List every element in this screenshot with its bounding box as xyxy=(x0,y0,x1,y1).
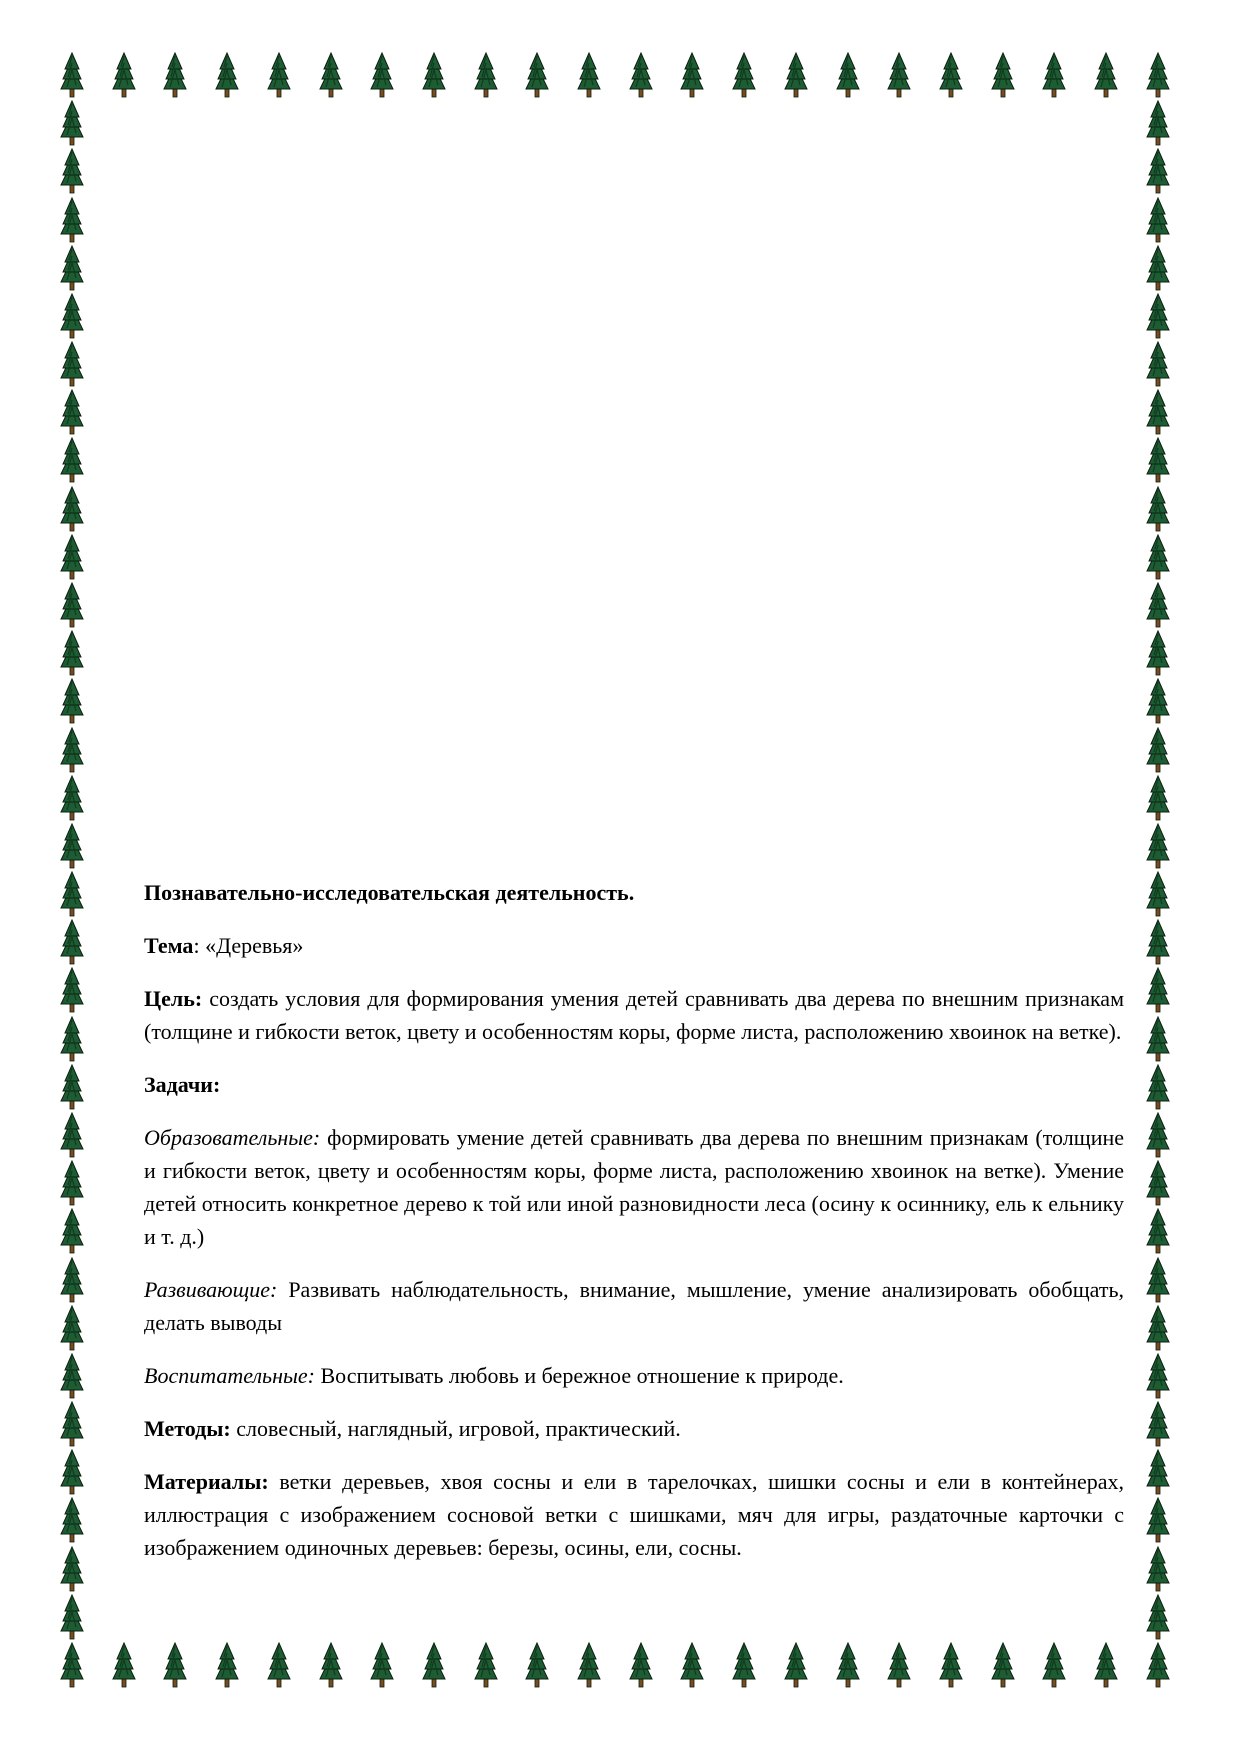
fir-tree-icon xyxy=(163,1642,187,1688)
materials-text: ветки деревьев, хвоя сосны и ели в тарелочках, шишки сосны и ели в контейнерах, иллюстрация с изображением сосновой ветки с шишками, мяч для игры, раздаточные карточки с изображением одиночных деревьев: березы, осины, ели, сосны. xyxy=(144,1469,1124,1560)
tasks-heading xyxy=(144,1068,1124,1101)
goal-label: Цель: xyxy=(144,986,203,1011)
fir-tree-icon xyxy=(732,52,756,98)
tasks-heading-text: Задачи: xyxy=(144,1072,221,1097)
fir-tree-icon xyxy=(60,582,84,628)
goal-paragraph xyxy=(144,982,1124,1048)
fir-tree-icon xyxy=(474,1642,498,1688)
fir-tree-icon xyxy=(939,1642,963,1688)
fir-tree-icon xyxy=(1146,871,1170,917)
fir-tree-icon xyxy=(887,1642,911,1688)
fir-tree-icon xyxy=(60,919,84,965)
fir-tree-icon xyxy=(60,1594,84,1640)
fir-tree-icon xyxy=(112,52,136,98)
fir-tree-icon xyxy=(60,823,84,869)
fir-tree-icon xyxy=(422,1642,446,1688)
fir-tree-icon xyxy=(60,148,84,194)
fir-tree-icon xyxy=(1146,1160,1170,1206)
fir-tree-icon xyxy=(525,1642,549,1688)
fir-tree-icon xyxy=(60,1449,84,1495)
fir-tree-icon xyxy=(1146,1064,1170,1110)
methods-text: словесный, наглядный, игровой, практический. xyxy=(230,1416,681,1441)
developing-paragraph xyxy=(144,1273,1124,1339)
fir-tree-icon xyxy=(60,534,84,580)
fir-tree-icon xyxy=(60,1401,84,1447)
fir-tree-icon xyxy=(163,52,187,98)
fir-tree-icon xyxy=(474,52,498,98)
fir-tree-icon xyxy=(319,1642,343,1688)
fir-tree-icon xyxy=(629,52,653,98)
fir-tree-icon xyxy=(60,1160,84,1206)
materials-paragraph xyxy=(144,1465,1124,1564)
fir-tree-icon xyxy=(1094,1642,1118,1688)
upbringing-text: Воспитывать любовь и бережное отношение к природе. xyxy=(314,1363,844,1388)
educational-label: Образовательные: xyxy=(144,1125,321,1150)
fir-tree-icon xyxy=(1146,823,1170,869)
fir-tree-icon xyxy=(60,1642,84,1688)
fir-tree-icon xyxy=(1146,967,1170,1013)
fir-tree-icon xyxy=(370,1642,394,1688)
fir-tree-icon xyxy=(60,1064,84,1110)
fir-tree-icon xyxy=(60,100,84,146)
topic-value: «Деревья» xyxy=(205,933,304,958)
fir-tree-icon xyxy=(60,197,84,243)
fir-tree-icon xyxy=(215,1642,239,1688)
fir-tree-icon xyxy=(732,1642,756,1688)
fir-tree-icon xyxy=(60,1305,84,1351)
methods-paragraph xyxy=(144,1412,1124,1445)
fir-tree-icon xyxy=(887,52,911,98)
fir-tree-icon xyxy=(1146,919,1170,965)
doc-heading xyxy=(144,876,1124,909)
fir-tree-icon xyxy=(836,1642,860,1688)
fir-tree-icon xyxy=(267,52,291,98)
fir-tree-icon xyxy=(1146,437,1170,483)
fir-tree-icon xyxy=(1146,1353,1170,1399)
materials-label: Материалы: xyxy=(144,1469,269,1494)
fir-tree-icon xyxy=(991,52,1015,98)
heading-text: Познавательно-исследовательская деятельность. xyxy=(144,880,635,905)
fir-tree-icon xyxy=(1146,1112,1170,1158)
fir-tree-icon xyxy=(1146,1642,1170,1688)
fir-tree-icon xyxy=(1146,1497,1170,1543)
fir-tree-icon xyxy=(1146,293,1170,339)
fir-tree-icon xyxy=(1146,100,1170,146)
fir-tree-icon xyxy=(60,1016,84,1062)
educational-text: формировать умение детей сравнивать два дерева по внешним признакам (толщине и гибкости веток, цвету и особенностям коры, форме листа, расположению хвоинок на ветке). Умение детей относить конкретное дерево к той или иной разновидности леса (осину к осиннику, ель к ельнику и т. д.) xyxy=(144,1125,1124,1249)
fir-tree-icon xyxy=(370,52,394,98)
fir-tree-icon xyxy=(1146,727,1170,773)
educational-paragraph xyxy=(144,1121,1124,1253)
fir-tree-icon xyxy=(1146,1305,1170,1351)
topic-line xyxy=(144,929,1124,962)
fir-tree-icon xyxy=(60,1497,84,1543)
topic-label: Тема xyxy=(144,933,194,958)
fir-tree-icon xyxy=(525,52,549,98)
fir-tree-icon xyxy=(1042,1642,1066,1688)
fir-tree-icon xyxy=(1146,534,1170,580)
fir-tree-icon xyxy=(1146,197,1170,243)
fir-tree-icon xyxy=(1146,775,1170,821)
fir-tree-icon xyxy=(1146,1208,1170,1254)
fir-tree-icon xyxy=(1146,1016,1170,1062)
fir-tree-icon xyxy=(60,1112,84,1158)
fir-tree-icon xyxy=(1146,245,1170,291)
fir-tree-icon xyxy=(112,1642,136,1688)
fir-tree-icon xyxy=(1146,486,1170,532)
fir-tree-icon xyxy=(836,52,860,98)
fir-tree-icon xyxy=(784,52,808,98)
fir-tree-icon xyxy=(1042,52,1066,98)
developing-label: Развивающие: xyxy=(144,1277,278,1302)
fir-tree-icon xyxy=(60,52,84,98)
fir-tree-icon xyxy=(1146,1401,1170,1447)
fir-tree-icon xyxy=(60,775,84,821)
developing-text: Развивать наблюдательность, внимание, мышление, умение анализировать обобщать, делать выводы xyxy=(144,1277,1124,1335)
fir-tree-icon xyxy=(680,1642,704,1688)
fir-tree-icon xyxy=(60,678,84,724)
fir-tree-icon xyxy=(60,245,84,291)
fir-tree-icon xyxy=(1146,52,1170,98)
fir-tree-icon xyxy=(1146,341,1170,387)
fir-tree-icon xyxy=(784,1642,808,1688)
fir-tree-icon xyxy=(60,389,84,435)
fir-tree-icon xyxy=(319,52,343,98)
fir-tree-icon xyxy=(1146,148,1170,194)
topic-colon: : xyxy=(193,933,206,958)
fir-tree-icon xyxy=(60,1353,84,1399)
fir-tree-icon xyxy=(60,437,84,483)
fir-tree-icon xyxy=(215,52,239,98)
fir-tree-icon xyxy=(1146,678,1170,724)
fir-tree-icon xyxy=(1146,389,1170,435)
fir-tree-icon xyxy=(267,1642,291,1688)
fir-tree-icon xyxy=(422,52,446,98)
fir-tree-icon xyxy=(1146,582,1170,628)
fir-tree-icon xyxy=(60,293,84,339)
fir-tree-icon xyxy=(680,52,704,98)
fir-tree-icon xyxy=(939,52,963,98)
fir-tree-icon xyxy=(1146,1449,1170,1495)
fir-tree-icon xyxy=(629,1642,653,1688)
fir-tree-icon xyxy=(577,1642,601,1688)
document-body xyxy=(144,876,1124,1564)
fir-tree-icon xyxy=(1146,1594,1170,1640)
fir-tree-icon xyxy=(60,341,84,387)
fir-tree-icon xyxy=(60,486,84,532)
fir-tree-icon xyxy=(1146,1546,1170,1592)
fir-tree-icon xyxy=(60,1257,84,1303)
fir-tree-icon xyxy=(60,630,84,676)
fir-tree-icon xyxy=(60,967,84,1013)
fir-tree-icon xyxy=(1094,52,1118,98)
fir-tree-icon xyxy=(60,727,84,773)
methods-label: Методы: xyxy=(144,1416,231,1441)
fir-tree-icon xyxy=(60,1208,84,1254)
fir-tree-icon xyxy=(991,1642,1015,1688)
fir-tree-icon xyxy=(1146,1257,1170,1303)
upbringing-paragraph xyxy=(144,1359,1124,1392)
goal-text: создать условия для формирования умения детей сравнивать два дерева по внешним признакам (толщине и гибкости веток, цвету и особенностям коры, форме листа, расположению хвоинок на ветке). xyxy=(144,986,1124,1044)
upbringing-label: Воспитательные: xyxy=(144,1363,315,1388)
fir-tree-icon xyxy=(1146,630,1170,676)
fir-tree-icon xyxy=(60,871,84,917)
fir-tree-icon xyxy=(577,52,601,98)
fir-tree-icon xyxy=(60,1546,84,1592)
